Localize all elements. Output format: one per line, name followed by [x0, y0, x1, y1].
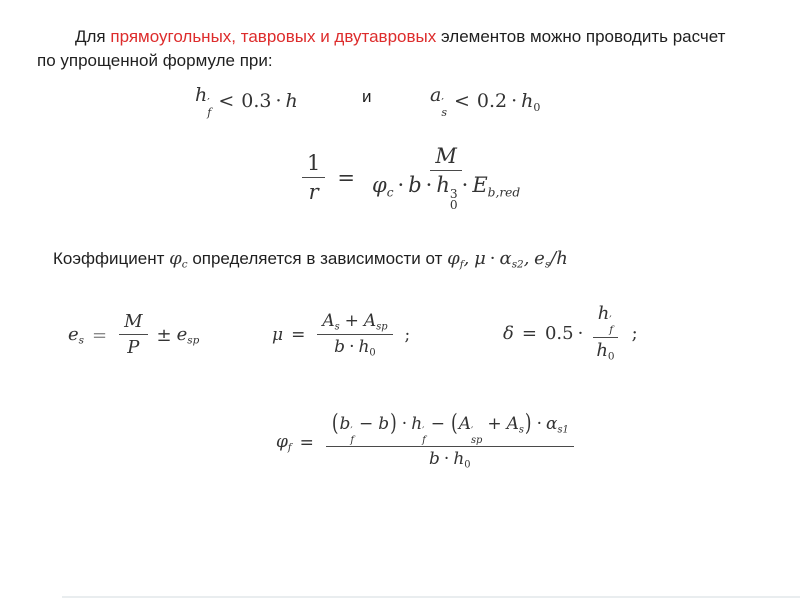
subscript-s: s	[518, 424, 524, 436]
var-E-reduced: $E_{b,red}$	[472, 173, 521, 200]
coef-text-1: Коэффициент	[53, 249, 165, 268]
plus-sign: +	[344, 310, 359, 331]
subscript-f: f	[422, 435, 426, 447]
curvature-formula	[298, 144, 529, 212]
multiply-dot: ·	[461, 173, 469, 198]
var-b: b	[408, 173, 422, 198]
multiply-dot: ·	[397, 173, 405, 198]
subscript-s: s	[441, 106, 447, 120]
prime-sub-stack	[350, 427, 354, 446]
condition-flange-height	[195, 84, 298, 119]
var-Asp: A ′ sp	[458, 414, 483, 447]
mu-symbol: μ	[272, 325, 284, 345]
var-hf: h ′ f	[411, 414, 426, 447]
alpha-symbol: α	[499, 248, 512, 269]
var-es: $e_s$	[68, 323, 85, 347]
multiply-dot: ·	[536, 414, 542, 435]
less-than-sign: <	[453, 90, 470, 113]
subscript-sp: sp	[376, 321, 388, 333]
subscript-sp: sp	[470, 435, 483, 447]
subscript-s1: s1	[557, 424, 569, 436]
var-bf: b ′ f	[339, 414, 354, 447]
superscript-3: 3	[449, 186, 458, 201]
intro-line-2	[37, 51, 273, 71]
prime-mark: ′	[609, 314, 612, 327]
left-paren: (	[331, 410, 339, 438]
var-a: a ′ s	[430, 84, 447, 120]
condition-cover-depth	[430, 84, 540, 119]
multiply-dot: ·	[401, 414, 408, 435]
subscript-0: 0	[369, 347, 376, 359]
equals-sign: =	[521, 322, 537, 344]
minus-sign: −	[359, 414, 374, 435]
eccentricity-formula	[68, 306, 199, 364]
multiply-dot: ·	[489, 248, 496, 269]
var-Asp: $A_{sp}$	[363, 310, 388, 333]
plus-minus-sign: ±	[156, 324, 172, 346]
fraction-M-over-P	[119, 311, 147, 358]
prime-sub-stack	[441, 95, 447, 120]
subscript-c: c	[181, 258, 188, 271]
fraction-1-over-r	[302, 151, 325, 205]
fraction-areas	[317, 311, 392, 360]
conjunction-text: и	[362, 87, 372, 106]
equals-sign: =	[291, 325, 306, 345]
subscript-f: f	[609, 324, 614, 337]
denominator-r: r	[308, 179, 319, 204]
var-As: $A_s$	[506, 414, 524, 436]
subscript-f: f	[350, 435, 354, 447]
delta-formula	[503, 302, 638, 364]
prime-mark: ′	[350, 425, 353, 437]
denominator-stiffness	[367, 171, 525, 212]
denominator-P: P	[127, 337, 140, 358]
var-h0-cubed: h 3 0	[436, 173, 458, 213]
phi-f-symbol: $\varphi_f$,	[447, 248, 470, 271]
semicolon: ;	[631, 322, 638, 344]
subscript-f: f	[459, 258, 464, 271]
multiply-dot: ·	[577, 322, 584, 344]
highlighted-terms: прямоугольных, тавровых и двутавровых	[110, 27, 437, 46]
subscript-bred: b,red	[487, 185, 521, 200]
comma: ,	[523, 248, 530, 269]
numerator-hf: h ′ f	[593, 303, 618, 339]
less-than-sign: <	[218, 90, 235, 113]
prime-mark: ′	[441, 95, 444, 109]
coefficient-02: 0.2	[476, 90, 508, 113]
subscript-sp: sp	[187, 334, 200, 347]
equals-sign: =	[92, 324, 108, 346]
bottom-edge-line	[62, 596, 800, 598]
fraction-hf-over-h0	[591, 303, 619, 364]
var-h0: $h_0$	[358, 337, 376, 359]
equals-sign: =	[299, 433, 314, 453]
sup-sub-stack	[449, 186, 458, 213]
var-As: $A_s$	[322, 310, 340, 333]
phi-f-formula	[276, 412, 578, 474]
numerator-areas	[317, 311, 392, 335]
multiply-dot: ·	[349, 337, 355, 357]
mu-symbol: μ	[474, 248, 486, 269]
subscript-f: f	[287, 442, 292, 454]
intro-lead: Для	[75, 27, 106, 46]
var-esp: $e_{sp}$	[176, 323, 200, 347]
subscript-s2: s2	[511, 258, 524, 271]
prime-sub-stack	[422, 427, 426, 446]
multiply-dot: ·	[275, 90, 282, 113]
prime-sub-stack	[471, 427, 482, 446]
fraction-moment	[367, 144, 525, 212]
coefficient-03: 0.3	[241, 90, 272, 113]
var-h0: $h_0$	[521, 89, 541, 114]
alpha-s1: $\alpha_{s1}$	[545, 414, 569, 436]
denominator-bh0	[329, 335, 381, 359]
numerator-phif	[326, 410, 574, 447]
phi-symbol: $\varphi_c$	[371, 173, 394, 200]
var-h-total: h	[285, 90, 298, 113]
prime-mark: ′	[207, 95, 210, 109]
delta-symbol: δ	[503, 322, 514, 344]
denominator-h0: $h_0$	[596, 340, 615, 363]
multiply-dot: ·	[443, 449, 450, 470]
semicolon: ;	[404, 325, 411, 345]
subscript-s: s	[78, 334, 85, 347]
conjunction-and	[362, 87, 372, 107]
right-paren: )	[390, 410, 397, 438]
left-paren: (	[451, 410, 458, 438]
comma: ,	[463, 248, 470, 269]
subscript-0: 0	[607, 350, 615, 363]
coefficient-05: 0.5	[544, 322, 574, 344]
subscript-s: s	[334, 321, 340, 333]
intro-tail: элементов можно проводить расчет	[440, 27, 726, 46]
equals-sign: =	[337, 165, 355, 190]
multiply-dot: ·	[511, 90, 518, 113]
es-over-h-term: $e_s/h$	[534, 248, 568, 271]
denominator-bh0	[424, 447, 476, 471]
minus-sign: −	[430, 414, 446, 435]
var-h: h	[556, 248, 568, 269]
prime-mark: ′	[470, 425, 474, 437]
phi-f-symbol: $\varphi_f$	[276, 432, 292, 454]
fraction-phif	[326, 410, 574, 471]
var-h0: $h_0$	[453, 449, 471, 471]
numerator-M: M	[119, 311, 147, 335]
subscript-f: f	[207, 106, 212, 120]
prime-sub-stack	[609, 316, 613, 336]
var-b: b	[334, 337, 346, 357]
numerator-1: 1	[302, 151, 325, 178]
plus-sign: +	[487, 414, 502, 435]
subscript-s: s	[544, 258, 551, 271]
var-h: h ′ f	[195, 84, 212, 120]
prime-mark: ′	[422, 425, 425, 437]
numerator-M: M	[430, 144, 462, 171]
coef-text-2: определяется в зависимости от	[192, 249, 443, 268]
coefficient-sentence	[53, 248, 568, 271]
subscript-0: 0	[464, 459, 471, 471]
subscript-0: 0	[533, 100, 541, 114]
reinforcement-ratio-formula	[272, 306, 410, 364]
multiply-dot: ·	[425, 173, 433, 198]
prime-sub-stack	[207, 95, 212, 120]
subscript-0: 0	[449, 198, 458, 213]
intro-line-1	[75, 27, 725, 47]
intro-line2-text: по упрощенной формуле при:	[37, 51, 273, 70]
subscript-c: c	[386, 185, 394, 200]
mu-alpha-term	[474, 248, 529, 269]
var-b: b	[378, 414, 390, 435]
var-b: b	[429, 449, 440, 470]
slash: /	[550, 248, 557, 269]
right-paren: )	[524, 410, 532, 438]
phi-c-symbol: $\varphi_c$	[169, 248, 188, 271]
